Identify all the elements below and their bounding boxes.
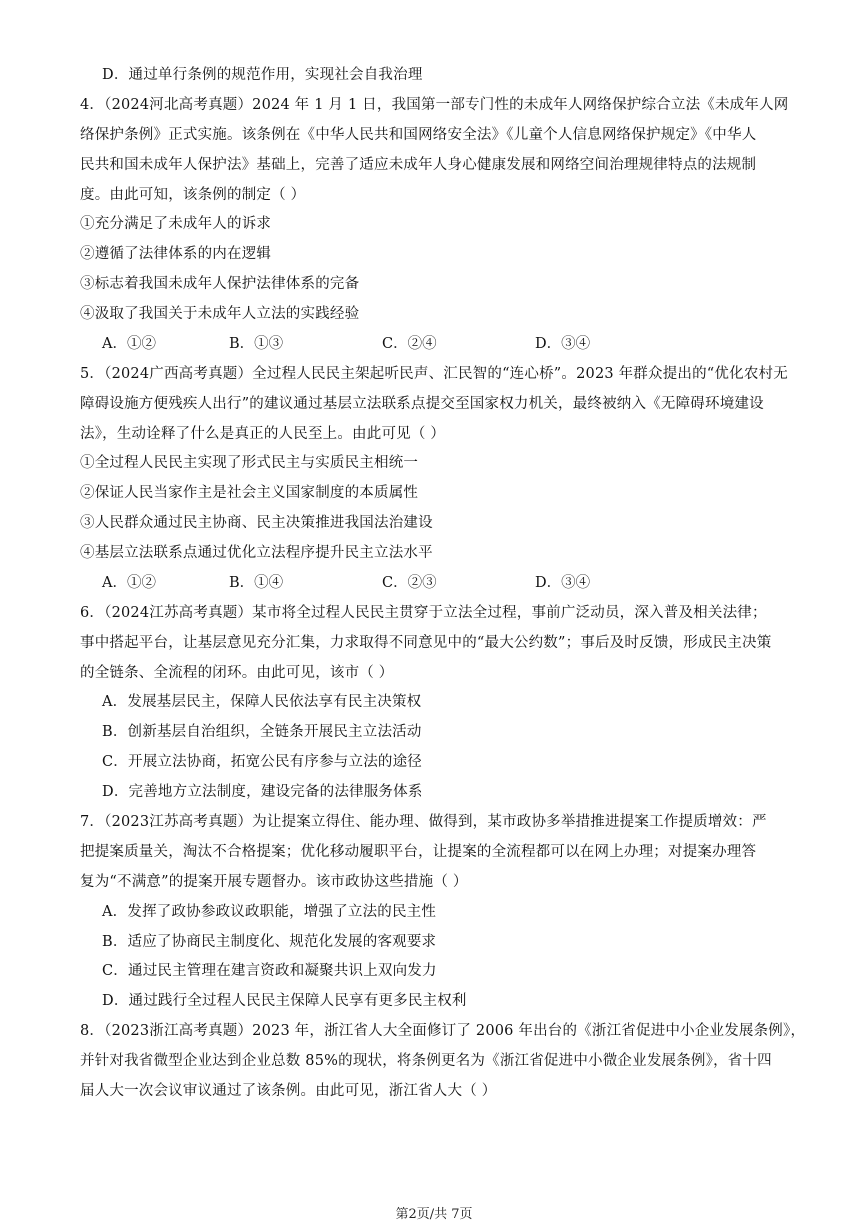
text-line: 4．（2024河北高考真题）2024 年 1 月 1 日，我国第一部专门性的未成年人网络保护综合立法《未成年人网 [80,97,789,113]
text-line: 的全链条、全流程的闭环。由此可见，该市（ ） [80,665,394,681]
text-line: 复为“不满意”的提案开展专题督办。该市政协这些措施（ ） [80,874,468,890]
option-choice: B．①③ [229,336,284,352]
option-choice: A．①② [102,336,156,352]
option-choice: C．②③ [382,575,437,591]
text-line: 障碍设施方便残疾人出行”的建议通过基层立法联系点提交至国家权力机关，最终被纳入《无障碍环境建设 [80,396,764,412]
answer-option-line: C．通过民主管理在建言资政和凝聚共识上双向发力 [102,963,437,979]
text-line: ②遵循了法律体系的内在逻辑 [80,246,272,262]
text-line: ④基层立法联系点通过优化立法程序提升民主立法水平 [80,545,433,561]
text-line: 事中搭起平台，让基层意见充分汇集，力求取得不同意见中的“最大公约数”；事后及时反馈，形成民主决策 [80,635,772,651]
page-footer: 第2页/共 7页 [395,1207,473,1222]
text-line: ③人民群众通过民主协商、民主决策推进我国法治建设 [80,515,433,531]
text-line: 5．（2024广西高考真题）全过程人民民主架起听民声、汇民智的“连心桥”。2023 年群众提出的“优化农村无 [80,366,788,382]
text-line: 把提案质量关，淘汰不合格提案；优化移动履职平台，让提案的全流程都可以在网上办理；对提案办理答 [80,844,757,860]
answer-option-line: D．完善地方立法制度，建设完备的法律服务体系 [102,784,423,800]
answer-option-line: B．创新基层自治组织，全链条开展民主立法活动 [102,724,422,740]
text-line: 民共和国未成年人保护法》基础上，完善了适应未成年人身心健康发展和网络空间治理规律特点的法规制 [80,157,757,173]
text-line: ①全过程人民民主实现了形式民主与实质民主相统一 [80,455,419,471]
text-line: ①充分满足了未成年人的诉求 [80,216,272,232]
option-choice: D．③④ [535,575,591,591]
option-choice: A．①② [102,575,156,591]
text-line: 度。由此可知，该条例的制定（ ） [80,187,306,203]
text-line: ④汲取了我国关于未成年人立法的实践经验 [80,306,360,322]
text-line: 7．（2023江苏高考真题）为让提案立得住、能办理、做得到，某市政协多举措推进提案工作提质增效：严 [80,814,767,830]
answer-option-line: A．发挥了政协参政议政职能，增强了立法的民主性 [102,904,437,920]
text-line: 8．（2023浙江高考真题）2023 年，浙江省人大全面修订了 2006 年出台的《浙江省促进中小企业发展条例》， [80,1023,806,1039]
text-line: 届人大一次会议审议通过了该条例。由此可见，浙江省人大（ ） [80,1083,497,1099]
answer-option-line: D．通过践行全过程人民民主保障人民享有更多民主权利 [102,993,467,1009]
option-choice: C．②④ [382,336,437,352]
text-line: 6．（2024江苏高考真题）某市将全过程人民民主贯穿于立法全过程，事前广泛动员，深入普及相关法律； [80,605,767,621]
text-line: 并针对我省微型企业达到企业总数 85%的现状，将条例更名为《浙江省促进中小微企业发展条例》，省十四 [80,1053,772,1069]
option-choice: B．①④ [229,575,284,591]
option-choice: D．③④ [535,336,591,352]
answer-option-line: B．适应了协商民主制度化、规范化发展的客观要求 [102,934,437,950]
text-line: ②保证人民当家作主是社会主义国家制度的本质属性 [80,485,419,501]
text-line: ③标志着我国未成年人保护法律体系的完备 [80,276,360,292]
answer-option-line: D．通过单行条例的规范作用，实现社会自我治理 [102,67,423,83]
text-line: 络保护条例》正式实施。该条例在《中华人民共和国网络安全法》《儿童个人信息网络保护规定》《中华人 [80,127,757,143]
text-line: 法》，生动诠释了什么是真正的人民至上。由此可见（ ） [80,426,446,442]
answer-option-line: A．发展基层民主，保障人民依法享有民主决策权 [102,694,422,710]
answer-option-line: C．开展立法协商，拓宽公民有序参与立法的途径 [102,754,422,770]
